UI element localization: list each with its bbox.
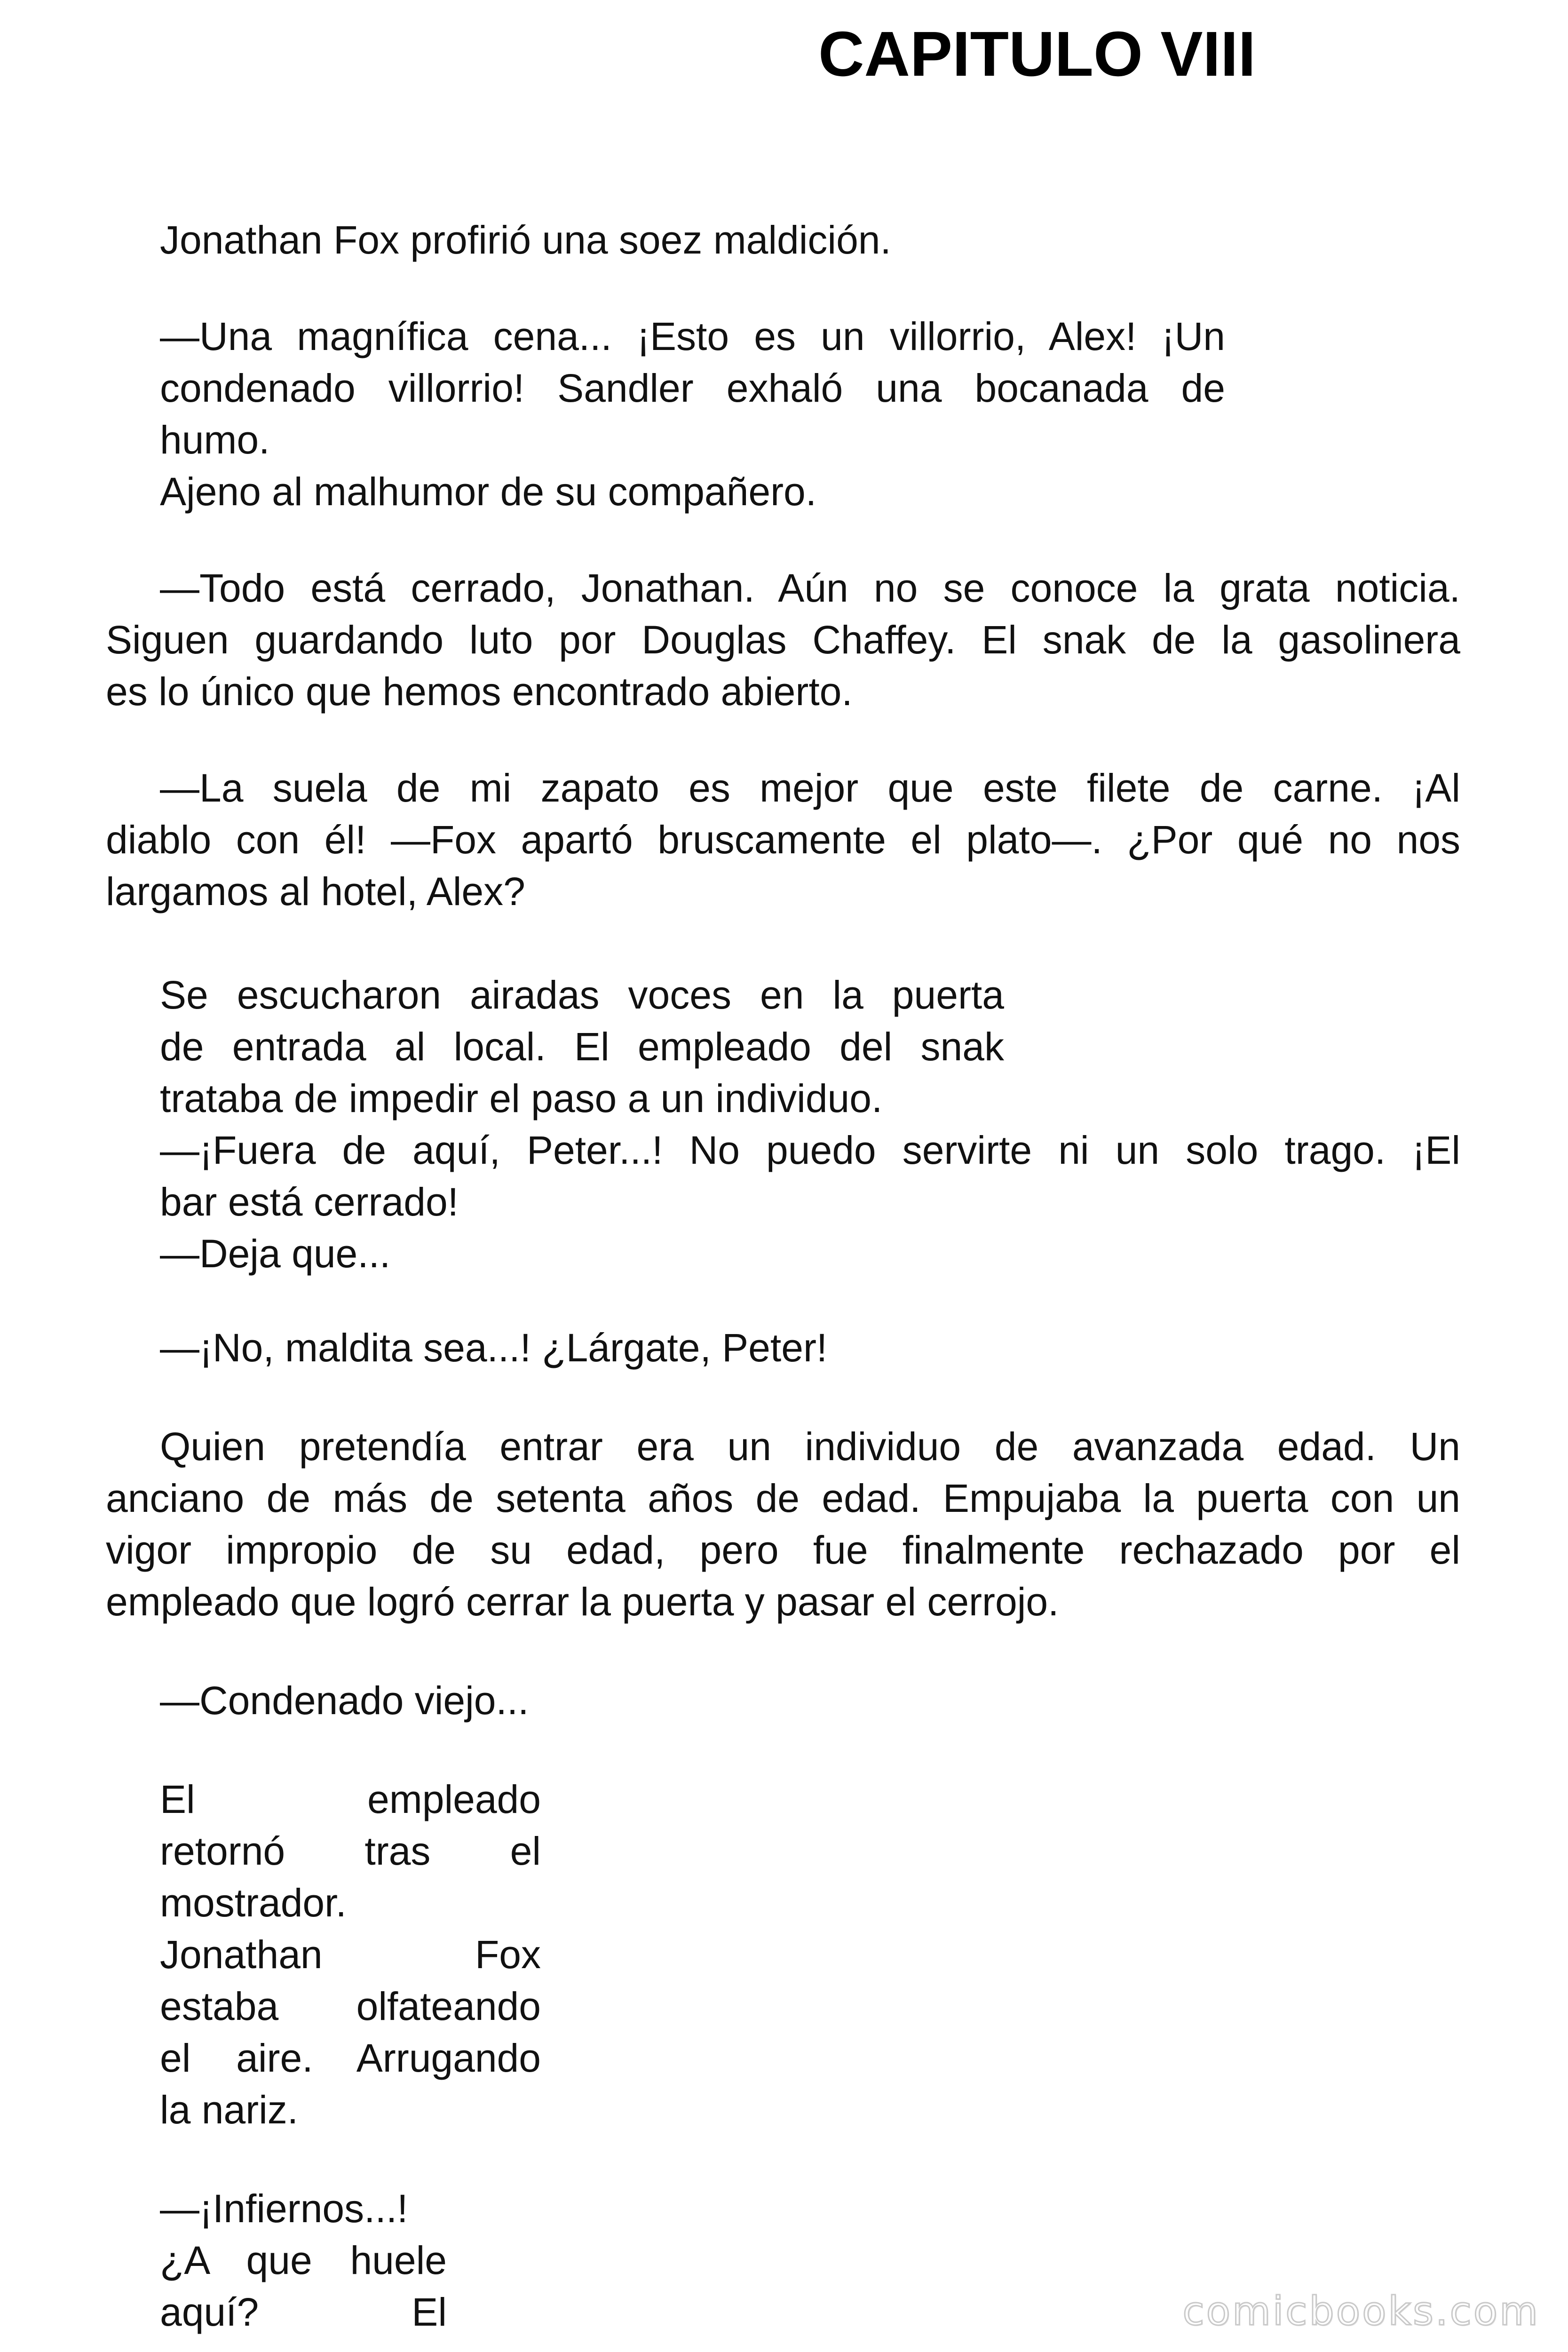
text-line: —Todo está cerrado, Jonathan. Aún no se conoce la grata noticia. (160, 566, 1460, 610)
text-line: —Condenado viejo... (160, 1678, 529, 1723)
text-line: anciano de más de setenta años de edad. Empujaba la puerta con un (106, 1476, 1460, 1520)
paragraph-2 (160, 310, 1225, 517)
paragraph-6 (160, 1322, 1460, 1374)
text-line: la nariz. (160, 2088, 299, 2132)
text-line: Ajeno al malhumor de su compañero. (160, 469, 817, 514)
paragraph-3 (106, 562, 1460, 717)
text-line: —La suela de mi zapato es mejor que este filete de carne. ¡Al (160, 766, 1460, 810)
chapter-title: CAPITULO VIII (818, 18, 1256, 89)
paragraph-1 (160, 214, 1460, 266)
text-line: vigor impropio de su edad, pero fue finalmente rechazado por el (106, 1528, 1460, 1572)
text-line: estaba olfateando (160, 1984, 541, 2028)
text-line: condenado villorrio! Sandler exhaló una bocanada de (160, 366, 1225, 410)
text-line: humo. (160, 418, 270, 462)
paragraph-7 (106, 1421, 1460, 1628)
paragraph-9 (160, 1773, 541, 2136)
text-line: retornó tras el (160, 1829, 541, 1873)
text-line: Se escucharon airadas voces en la puerta (160, 973, 1004, 1017)
paragraph-5b (160, 1124, 1460, 1279)
text-line: —¡Fuera de aquí, Peter...! No puedo servirte ni un solo trago. ¡El (160, 1128, 1460, 1172)
paragraph-4 (106, 762, 1460, 917)
text-line: es lo único que hemos encontrado abierto. (106, 669, 853, 714)
text-line: mostrador. (160, 1881, 347, 1925)
text-line: trataba de impedir el paso a un individuo. (160, 1076, 883, 1120)
text-line: de entrada al local. El empleado del snak (160, 1025, 1004, 1069)
text-line: Quien pretendía entrar era un individuo de avanzada edad. Un (160, 1424, 1460, 1469)
text-line: aquí? El (160, 2290, 447, 2334)
text-line: ¿A que huele (160, 2238, 447, 2282)
text-line: —¡Infiernos...! (160, 2186, 408, 2231)
text-line: —Deja que... (160, 1232, 391, 1276)
text-line: —¡No, maldita sea...! ¿Lárgate, Peter! (160, 1326, 828, 1370)
text-line: —Una magnífica cena... ¡Esto es un villorrio, Alex! ¡Un (160, 314, 1225, 358)
text-line: largamos al hotel, Alex? (106, 869, 525, 914)
text-line: Siguen guardando luto por Douglas Chaffey. El snak de la gasolinera (106, 618, 1460, 662)
paragraph-10 (160, 2183, 447, 2338)
text-line: Jonathan Fox profirió una soez maldición. (160, 218, 891, 262)
text-line: el aire. Arrugando (160, 2036, 541, 2080)
text-line: bar está cerrado! (160, 1180, 459, 1224)
paragraph-5 (160, 969, 1004, 1124)
text-line: El empleado (160, 1777, 541, 1821)
text-line: empleado que logró cerrar la puerta y pasar el cerrojo. (106, 1580, 1059, 1624)
text-line: Jonathan Fox (160, 1932, 541, 1977)
paragraph-8 (160, 1675, 1460, 1726)
text-line: diablo con él! —Fox apartó bruscamente el plato—. ¿Por qué no nos (106, 818, 1460, 862)
watermark-logo: comicbooks.com (1182, 2288, 1540, 2334)
